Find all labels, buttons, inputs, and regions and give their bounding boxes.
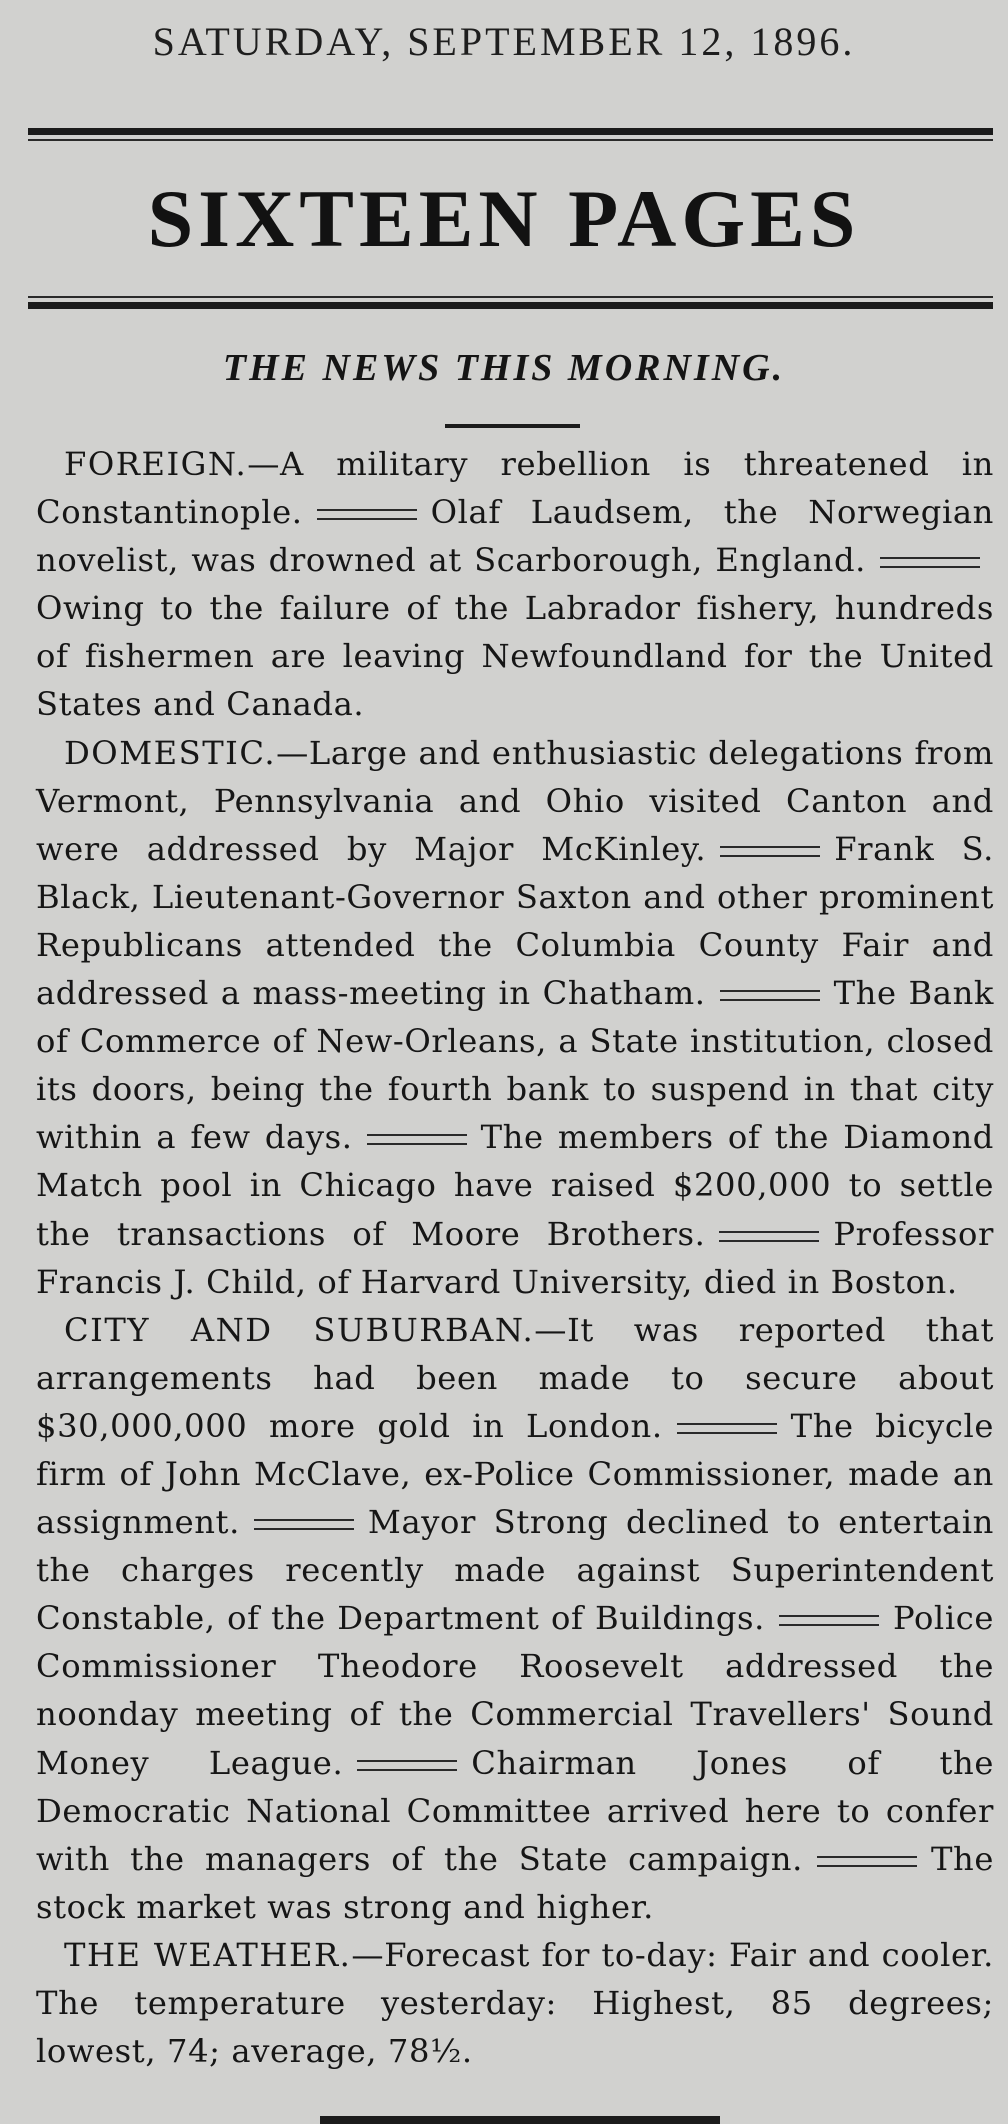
news-item: Owing to the failure of the Labrador fishery, hundreds of fishermen are leaving Newfoundland for the United States and Canada. (36, 589, 994, 724)
item-separator (779, 1615, 879, 1626)
paragraph-city-and-suburban: CITY AND SUBURBAN.—It was reported that arrangements had been made to secure about $30,000,000 more gold in London. The bicycle firm of John McClave, ex-Police Commissioner, made an assignment. Mayor Strong declined to entertain the charges recently made against Superintendent Constable, of the Department of Buildings. Police Commissioner Theodore Roosevelt addressed the noonday meeting of the Commercial Travellers' Sound Money League. Chairman Jones of the Democratic National Committee arrived here to confer with the managers of the State campaign. The stock market was strong and higher. (36, 1310, 994, 1926)
banner-headline: SIXTEEN PAGES (147, 173, 861, 264)
item-separator (677, 1423, 777, 1434)
news-item: Frank S. Black, Lieutenant-Governor Saxton and other prominent Republicans attended the Columbia County Fair and addressed a mass-meeting in Chatham. (36, 829, 994, 1013)
masthead-top-rule (28, 128, 993, 141)
bottom-rule (320, 2116, 720, 2124)
news-item: The stock market was strong and higher. (36, 1839, 994, 1926)
section-title: THE NEWS THIS MORNING. (222, 347, 786, 389)
kicker-weather: THE WEATHER. (64, 1935, 352, 1974)
item-separator (817, 1856, 917, 1867)
news-item: The bicycle firm of John McClave, ex-Police Commissioner, made an assignment. (36, 1406, 994, 1542)
kicker-domestic: DOMESTIC. (64, 733, 277, 772)
masthead-bottom-rule (28, 296, 993, 309)
item-separator (720, 846, 820, 857)
kicker-foreign: FOREIGN. (64, 445, 248, 483)
kicker-city-and-suburban: CITY AND SUBURBAN. (64, 1310, 535, 1349)
item-separator (367, 1134, 467, 1145)
news-item: Chairman Jones of the Democratic National Committee arrived here to confer with the managers of the State campaign. (36, 1743, 994, 1878)
news-item: Police Commissioner Theodore Roosevelt addressed the noonday meeting of the Commercial Travellers' Sound Money League. (36, 1599, 994, 1782)
dateline: SATURDAY, SEPTEMBER 12, 1896. (152, 19, 856, 64)
news-item: The members of the Diamond Match pool in Chicago have raised $200,000 to settle the transactions of Moore Brothers. (36, 1118, 995, 1253)
news-item: The Bank of Commerce of New-Orleans, a State institution, closed its doors, being the fourth bank to suspend in that city within a few days. (36, 974, 995, 1157)
item-separator (317, 509, 417, 520)
news-item: Olaf Laudsem, the Norwegian novelist, was drowned at Scarborough, England. (36, 493, 994, 580)
news-item: Forecast for to-day: Fair and cooler. The temperature yesterday: Highest, 85 degrees; lowest, 74; average, 78½. (36, 1935, 994, 2071)
item-separator (720, 990, 820, 1001)
item-separator (880, 557, 980, 568)
article-body (36, 440, 994, 2075)
paragraph-weather: THE WEATHER.—Forecast for to-day: Fair and cooler. The temperature yesterday: Highest, 85 degrees; lowest, 74; average, 78½. (36, 1935, 994, 2071)
paragraph-domestic: DOMESTIC.—Large and enthusiastic delegations from Vermont, Pennsylvania and Ohio visited Canton and were addressed by Major McKinley. Frank S. Black, Lieutenant-Governor Saxton and other prominent Republicans attended the Columbia County Fair and addressed a mass-meeting in Chatham. The Bank of Commerce of New-Orleans, a State institution, closed its doors, being the fourth bank to suspend in that city within a few days. The members of the Diamond Match pool in Chicago have raised $200,000 to settle the transactions of Moore Brothers. Professor Francis J. Child, of Harvard University, died in Boston. (36, 733, 995, 1301)
news-item: Professor Francis J. Child, of Harvard University, died in Boston. (36, 1214, 994, 1301)
section-rule (445, 424, 580, 428)
paragraph-foreign: FOREIGN.—A military rebellion is threatened in Constantinople. Olaf Laudsem, the Norwegian novelist, was drowned at Scarborough, England.Owing to the failure of the Labrador fishery, hundreds of fishermen are leaving Newfoundland for the United States and Canada. (36, 445, 994, 724)
item-separator (254, 1519, 354, 1530)
news-item: Mayor Strong declined to entertain the charges recently made against Superintendent Constable, of the Department of Buildings. (36, 1503, 994, 1638)
news-item: It was reported that arrangements had been made to secure about $30,000,000 more gold in London. (36, 1310, 994, 1445)
news-item: Large and enthusiastic delegations from Vermont, Pennsylvania and Ohio visited Canton and were addressed by Major McKinley. (36, 733, 994, 868)
news-item: A military rebellion is threatened in Constantinople. (36, 445, 994, 532)
item-separator (719, 1231, 819, 1242)
item-separator (357, 1760, 457, 1771)
